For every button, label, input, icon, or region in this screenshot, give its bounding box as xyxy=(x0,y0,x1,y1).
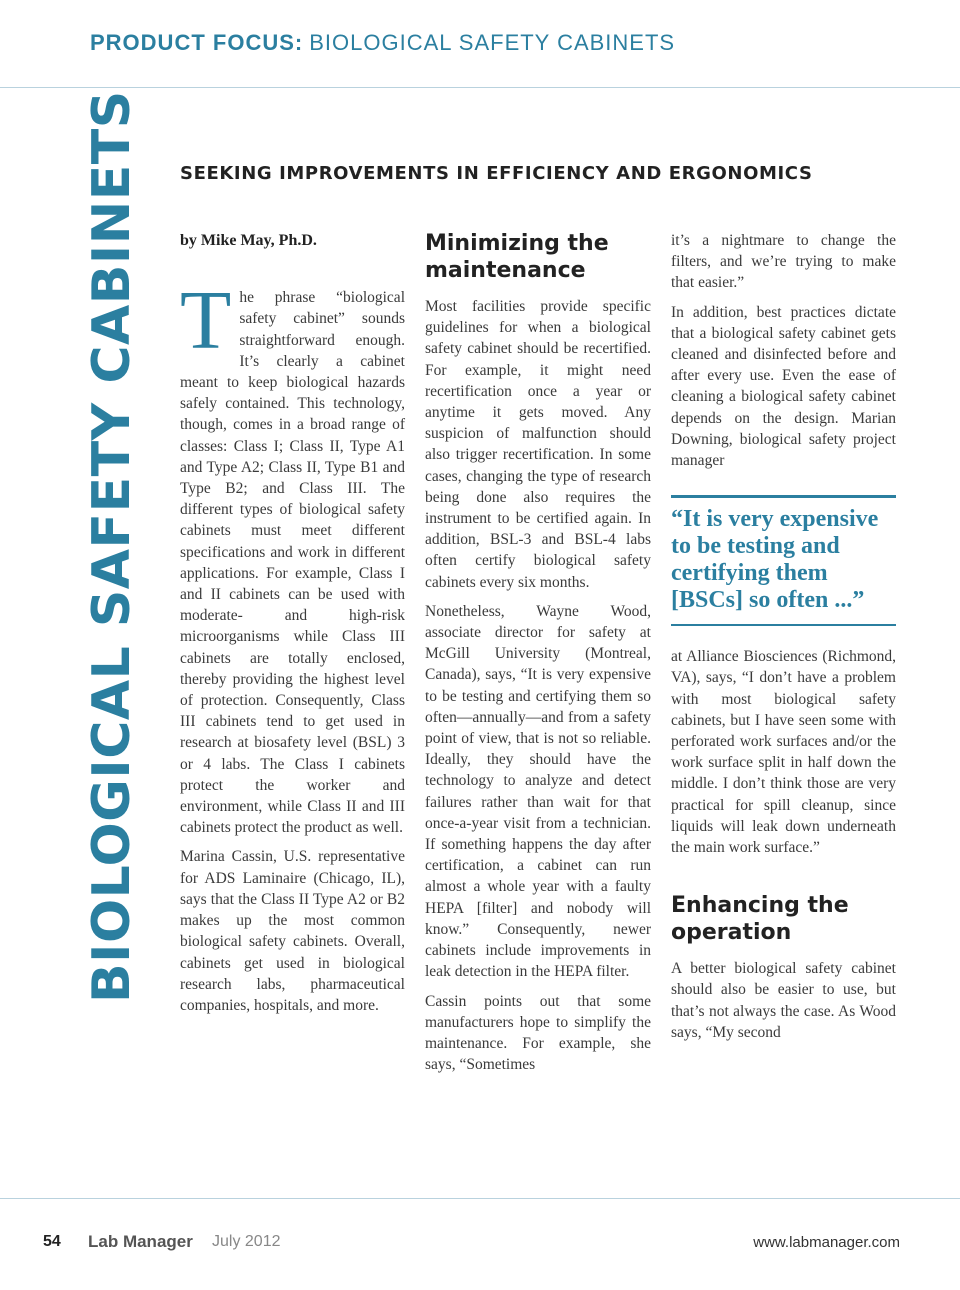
drop-cap: T xyxy=(180,274,232,368)
paragraph: Nonetheless, Wayne Wood, associate director for safety at McGill University (Montreal, Canada), says, “It is very expensive to be testing and certifying them so often—annually—and from a safety point of view, that is not so reliable. Ideally, they should have the technology to analyze and detect failures rather than wait for that once-a-year visit from a technician. If something happens the day after certification, a cabinet can run almost a whole year with a faulty HEPA [filter] and nobody will know.” Consequently, newer cabinets include improvements in leak detection in the HEPA filter. xyxy=(425,602,651,981)
paragraph-intro xyxy=(180,274,405,838)
article-column-1 xyxy=(180,230,405,1024)
website-url: www.labmanager.com xyxy=(753,1234,900,1251)
issue-date: July 2012 xyxy=(212,1233,281,1250)
paragraph-intro-text: he phrase “biological safety cabinet” sounds straightforward enough. It’s clearly a cabinet meant to keep biological hazards safely contained. This technology, though, comes in a broad range of classes: Class I; Class II, Type A1 and Type A2; Class II, Type B1 and Type B2; and Class III. The different types of biological safety cabinets must meet different specifications and work in different applications. For example, Class I and II cabinets can be used with moderate- and high-risk microorganisms while Class III cabinets are totally enclosed, thereby providing the highest level of protection. Consequently, Class III cabinets tend to get used in research at biosafety level (BSL) 3 or 4 labs. The Class I cabinets protect the worker and environment, while Class II and III cabinets protect the product as well. xyxy=(180,289,405,837)
pull-quote: “It is very expensive to be testing and certifying them [BSCs] so often ...” xyxy=(671,495,896,626)
paragraph: Most facilities provide specific guidelines for when a biological safety cabinet should be recertified. For example, it might need recertification once a year or anytime it gets moved. Any suspicion of malfunction should also trigger recertification. In some cases, changing the type of research being done also requires the instrument to be certified again. In addition, BSL-3 and BSL-4 labs often certify biological safety cabinets every six months. xyxy=(425,298,651,591)
paragraph: Cassin points out that some manufacturers hope to simplify the maintenance. For example, she says, “Sometimes xyxy=(425,992,651,1074)
paragraph: it’s a nightmare to change the filters, and we’re trying to make that easier.” xyxy=(671,232,896,292)
footer-divider xyxy=(0,1198,960,1199)
byline: by Mike May, Ph.D. xyxy=(180,232,317,249)
paragraph: at Alliance Biosciences (Richmond, VA), says, “I don’t have a problem with most biological safety cabinets, but I have seen some with perforated work surfaces and/or the work surface split in half down the middle. I don’t think those are very practical for spill cleanup, since liquids will leak down underneath the main work surface.” xyxy=(671,648,896,857)
page-number: 54 xyxy=(43,1233,61,1250)
header-divider xyxy=(0,87,960,88)
vertical-section-title: BIOLOGICAL SAFETY CABINETS xyxy=(82,90,142,1003)
magazine-name: Lab Manager xyxy=(88,1232,193,1251)
article-kicker: SEEKING IMPROVEMENTS IN EFFICIENCY AND ERGONOMICS xyxy=(180,163,813,184)
subheading-operation: Enhancing the operation xyxy=(671,893,849,946)
section-header xyxy=(90,30,675,56)
paragraph: Marina Cassin, U.S. representative for ADS Laminaire (Chicago, IL), says that the Class II Type A2 or B2 makes up the most common biological safety cabinets. Overall, cabinets get used in biological research labs, pharmaceutical companies, hospitals, and more. xyxy=(180,848,405,1014)
subheading-maintenance: Minimizing the maintenance xyxy=(425,231,609,283)
article-column-2 xyxy=(425,230,651,1083)
section-header-label: PRODUCT FOCUS: xyxy=(90,30,304,55)
article-column-3 xyxy=(671,230,896,1051)
paragraph: In addition, best practices dictate that a biological safety cabinet gets cleaned and disinfected before and after every use. Even the ease of cleaning a biological safety cabinet depends on the design. Marian Downing, biological safety project manager xyxy=(671,303,896,470)
section-header-topic: BIOLOGICAL SAFETY CABINETS xyxy=(309,30,676,55)
paragraph: A better biological safety cabinet should also be easier to use, but that’s not always the case. As Wood says, “My second xyxy=(671,960,896,1041)
